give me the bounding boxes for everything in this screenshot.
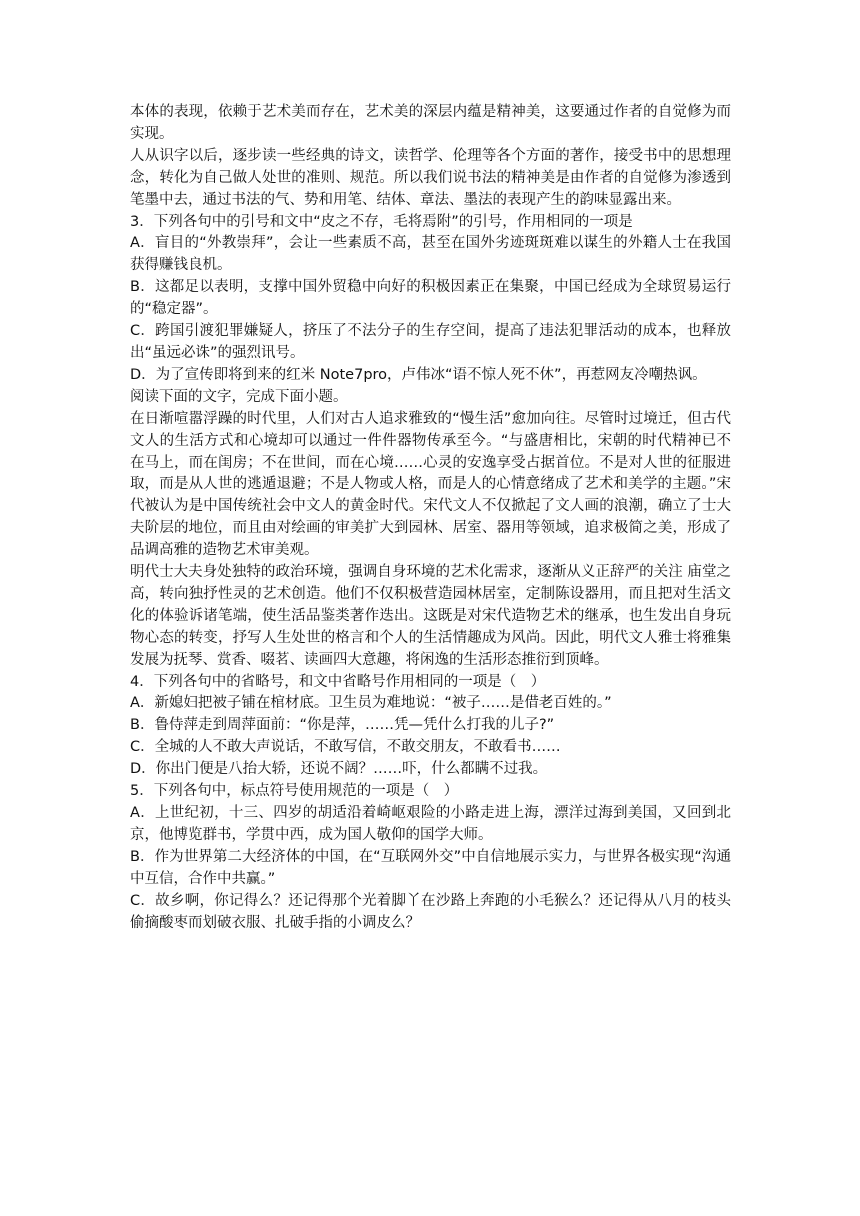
question-3-option-b: B．这都足以表明，支撑中国外贸稳中向好的积极因素正在集聚，中国已经成为全球贸易运行的“稳定器”。 bbox=[130, 279, 731, 318]
reading-instruction: 阅读下面的文字，完成下面小题。 bbox=[130, 388, 348, 405]
question-3-option-a: A．盲目的“外教崇拜”，会让一些素质不高，甚至在国外劣迹斑斑难以谋生的外籍人士在我国获得赚钱良机。 bbox=[130, 235, 731, 274]
document-body bbox=[130, 102, 731, 934]
passage-song-dynasty: 在日渐喧嚣浮躁的时代里，人们对古人追求雅致的“慢生活”愈加向往。尽管时过境迁，但古代文人的生活方式和心境却可以通过一件件器物传承至今。“与盛唐相比，宋朝的时代精神已不在马上，而在闺房；不在世间，而在心境……心灵的安逸享受占据首位。不是对人世的征服进取，而是从人世的逃遁退避；不是人物或人格，而是人的心情意绪成了艺术和美学的主题。”宋代被认为是中国传统社会中文人的黄金时代。宋代文人不仅掀起了文人画的浪潮，确立了士大夫阶层的地位，而且由对绘画的审美扩大到园林、居室、器用等领域，追求极简之美，形成了品调高雅的造物艺术审美观。 bbox=[130, 410, 731, 559]
question-3-option-d: D．为了宣传即将到来的红米 Note7pro，卢伟冰“语不惊人死不休”，再惹网友冷嘲热讽。 bbox=[130, 366, 707, 383]
question-5-option-a: A．上世纪初，十三、四岁的胡适沿着崎岖艰险的小路走进上海，漂洋过海到美国，又回到北京，他博览群书，学贯中西，成为国人敬仰的国学大师。 bbox=[130, 805, 731, 843]
passage-ming-dynasty: 明代士大夫身处独特的政治环境，强调自身环境的艺术化需求，逐渐从义正辞严的关注 庙堂之高，转向独抒性灵的艺术创造。他们不仅积极营造园林居室，定制陈设器用，而且把对生活文化的体验诉诸笔端，使生活品鉴类著作迭出。这既是对宋代造物艺术的继承，也生发出自身玩物心态的转变，抒写人生处世的格言和个人的生活情趣成为风尚。因此，明代文人雅士将雅集发展为抚琴、赏香、啜茗、读画四大意趣，将闲逸的生活形态推衍到顶峰。 bbox=[130, 564, 731, 668]
question-3-stem: 3．下列各句中的引号和文中“皮之不存，毛将焉附”的引号，作用相同的一项是 bbox=[130, 213, 633, 230]
question-5-stem: 5．下列各句中，标点符号使用规范的一项是（ ） bbox=[130, 783, 459, 800]
question-4-stem: 4．下列各句中的省略号，和文中省略号作用相同的一项是（ ） bbox=[130, 673, 546, 690]
question-5-option-b: B．作为世界第二大经济体的中国，在“互联网外交”中自信地展示实力，与世界各极实现“沟通中互信，合作中共赢。” bbox=[130, 848, 731, 887]
question-3-option-c: C．跨国引渡犯罪嫌疑人，挤压了不法分子的生存空间，提高了违法犯罪活动的成本，也释放出“虽远必诛”的强烈讯号。 bbox=[130, 323, 731, 361]
question-4-option-b: B．鲁侍萍走到周萍面前：“你是萍，……凭—凭什么打我的儿子?” bbox=[130, 717, 555, 734]
question-4-option-a: A．新媳妇把被子铺在棺材底。卫生员为难地说：“被子……是借老百姓的。” bbox=[130, 695, 612, 712]
question-4-option-c: C．全城的人不敢大声说话，不敢写信，不敢交朋友，不敢看书…… bbox=[130, 739, 561, 756]
paragraph-art-beauty: 本体的表现，依赖于艺术美而存在，艺术美的深层内蕴是精神美，这要通过作者的自觉修为而实现。 bbox=[130, 104, 731, 142]
paragraph-spiritual-beauty: 人从识字以后，逐步读一些经典的诗文，读哲学、伦理等各个方面的著作，接受书中的思想理念，转化为自己做人处世的准则、规范。所以我们说书法的精神美是由作者的自觉修为渗透到笔墨中去，通过书法的气、势和用笔、结体、章法、墨法的表现产生的韵味显露出来。 bbox=[130, 147, 731, 208]
question-4-option-d: D．你出门便是八抬大轿，还说不阔？……吓，什么都瞒不过我。 bbox=[130, 761, 548, 778]
question-5-option-c: C．故乡啊，你记得么？还记得那个光着脚丫在沙路上奔跑的小毛猴么？还记得从八月的枝头偷摘酸枣而划破衣服、扎破手指的小调皮么？ bbox=[130, 892, 731, 931]
